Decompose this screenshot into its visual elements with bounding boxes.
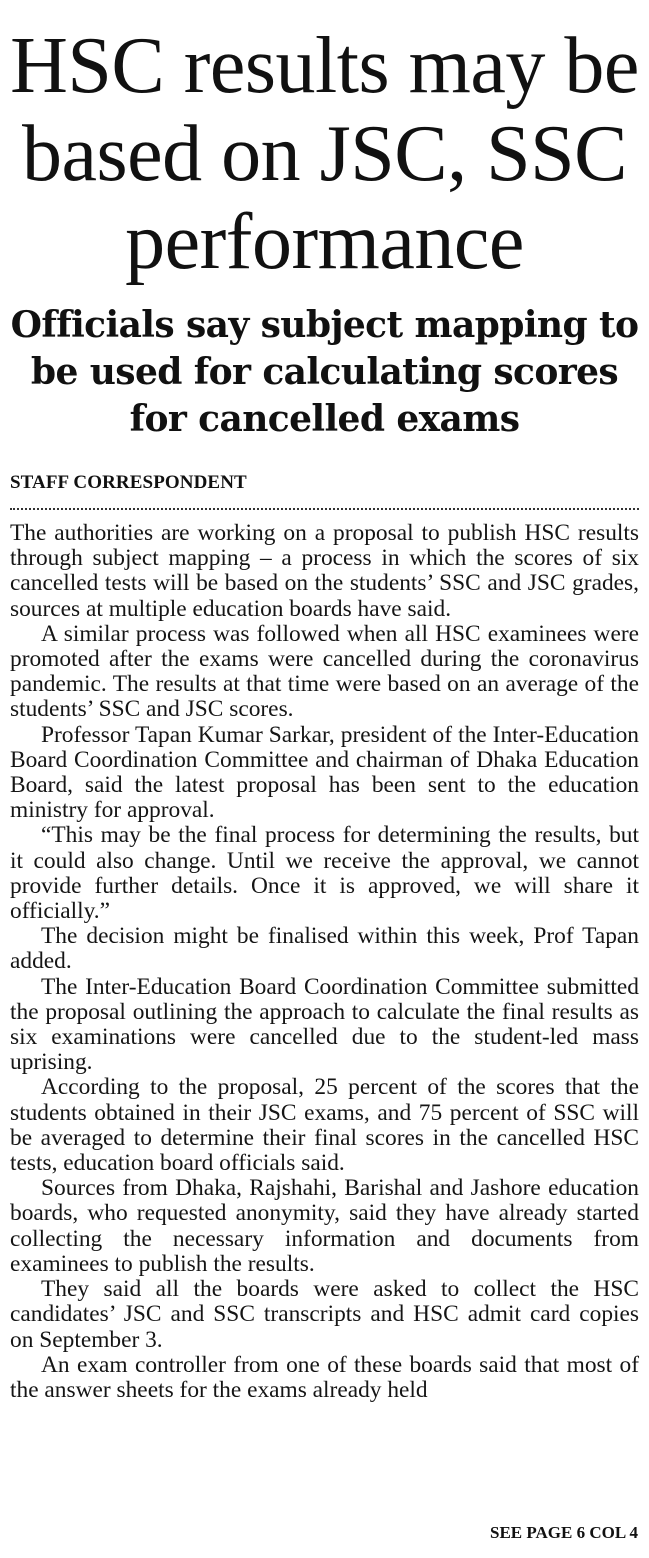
article-paragraph: A similar process was followed when all HSC examinees were promoted after the exams were cancelled during the coronavirus pandemic. The results at that time were based on an average of the students’ SSC and JSC scores.: [10, 620, 639, 723]
article-body: [10, 521, 639, 1403]
continuation-jump-link[interactable]: SEE PAGE 6 COL 4: [490, 1523, 638, 1542]
article-paragraph: They said all the boards were asked to collect the HSC candidates’ JSC and SSC transcripts and HSC admit card copies on September 3.: [10, 1276, 639, 1353]
subheadline: Officials say subject mapping to be used for calculating scores for cancelled exams: [10, 304, 639, 440]
article-paragraph: Professor Tapan Kumar Sarkar, president of the Inter-Education Board Coordination Committee and chairman of Dhaka Education Board, said the latest proposal has been sent to the education ministry for approval.: [10, 721, 639, 824]
headline: HSC results may be based on JSC, SSC performance: [10, 22, 639, 286]
article-paragraph: According to the proposal, 25 percent of the scores that the students obtained in their JSC exams, and 75 percent of SSC will be averaged to determine their final scores in the cancelled HSC tests, education board officials said.: [10, 1074, 639, 1177]
article-paragraph: The decision might be finalised within this week, Prof Tapan added.: [10, 923, 639, 975]
dotted-divider: [10, 508, 639, 510]
article-paragraph: The authorities are working on a proposal to publish HSC results through subject mapping – a process in which the scores of six cancelled tests will be based on the students’ SSC and JSC grades, sources at multiple education boards have said.: [10, 520, 639, 622]
article-paragraph: The Inter-Education Board Coordination Committee submitted the proposal outlining the approach to calculate the final results as six examinations were cancelled due to the student-led mass uprising.: [10, 973, 639, 1076]
byline: STAFF CORRESPONDENT: [10, 472, 247, 493]
article-paragraph: “This may be the final process for determining the results, but it could also change. Until we receive the approval, we cannot provide further details. Once it is approved, we will share it officially.”: [10, 822, 639, 925]
article-paragraph: An exam controller from one of these boards said that most of the answer sheets for the exams already held: [10, 1351, 639, 1403]
article-paragraph: Sources from Dhaka, Rajshahi, Barishal and Jashore education boards, who requested anonymity, said they have already started collecting the necessary information and documents from examinees to publish the results.: [10, 1175, 639, 1277]
